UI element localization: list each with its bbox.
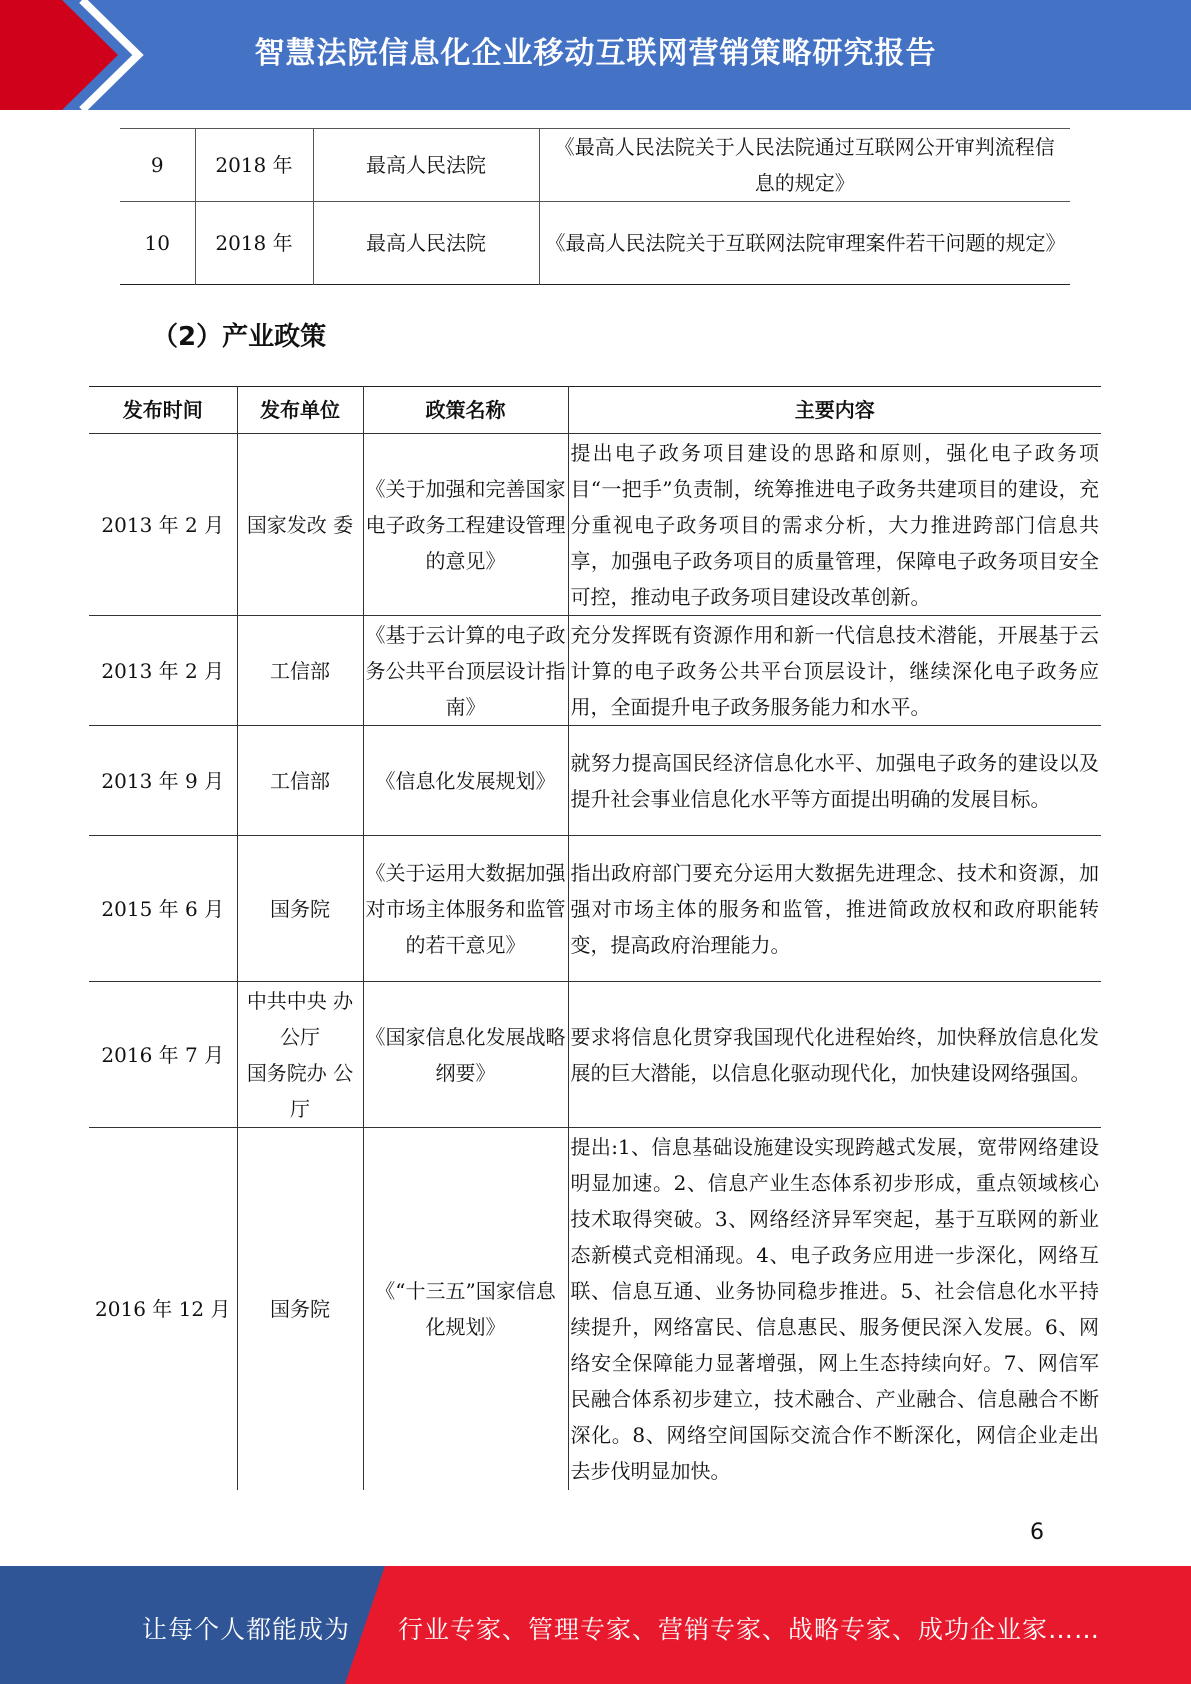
table-row — [120, 129, 1070, 202]
row-date: 2013 年 9 月 — [89, 726, 237, 836]
footer-slogan-left: 让每个人都能成为 — [142, 1615, 351, 1644]
row-number: 10 — [120, 202, 195, 285]
row-issuer: 最高人民法院 — [313, 129, 539, 202]
table-row — [89, 726, 1101, 836]
row-policy: 《关于运用大数据加强对市场主体服务和监管的若干意见》 — [363, 836, 568, 982]
row-title: 《最高人民法院关于互联网法院审理案件若干问题的规定》 — [539, 202, 1070, 285]
industry-policy-table — [89, 386, 1101, 1490]
row-policy: 《信息化发展规划》 — [363, 726, 568, 836]
section-heading: （2）产业政策 — [152, 322, 327, 352]
row-date: 2016 年 12 月 — [95, 1296, 231, 1321]
table-row — [89, 982, 1101, 1128]
column-header-date: 发布时间 — [89, 387, 237, 434]
row-content: 就努力提高国民经济信息化水平、加强电子政务的建设以及提升社会事业信息化水平等方面提出明确的发展目标。 — [568, 726, 1101, 836]
page-footer — [0, 1566, 1191, 1684]
row-date: 2016 年 7 月 — [89, 982, 237, 1128]
row-policy: 《国家信息化发展战略纲要》 — [363, 982, 568, 1128]
row-year: 2018 年 — [195, 202, 313, 285]
row-content: 要求将信息化贯穿我国现代化进程始终，加快释放信息化发展的巨大潜能，以信息化驱动现代化，加快建设网络强国。 — [568, 982, 1101, 1128]
row-content: 指出政府部门要充分运用大数据先进理念、技术和资源，加强对市场主体的服务和监管，推进简政放权和政府职能转变，提高政府治理能力。 — [568, 836, 1101, 982]
row-issuer: 国务院 — [237, 836, 363, 982]
table-row — [89, 616, 1101, 726]
row-policy: 《关于加强和完善国家电子政务工程建设管理的意见》 — [363, 434, 568, 616]
footer-slogan-right: 行业专家、管理专家、营销专家、战略专家、成功企业家…… — [398, 1615, 1101, 1644]
row-issuer — [237, 982, 363, 1128]
column-header-content: 主要内容 — [568, 387, 1101, 434]
row-issuer: 国务院 — [237, 1128, 363, 1490]
issuer-line: 国务院办 公厅 — [246, 1060, 354, 1121]
table-row — [89, 836, 1101, 982]
page-header — [0, 0, 1191, 111]
row-content: 充分发挥既有资源作用和新一代信息技术潜能，开展基于云计算的电子政务公共平台顶层设计，继续深化电子政务应用，全面提升电子政务服务能力和水平。 — [568, 616, 1101, 726]
table-row — [89, 434, 1101, 616]
row-year: 2018 年 — [195, 129, 313, 202]
report-title: 智慧法院信息化企业移动互联网营销策略研究报告 — [254, 36, 937, 71]
table-row — [89, 1128, 1101, 1490]
regulations-table — [120, 128, 1070, 285]
row-content: 提出电子政务项目建设的思路和原则，强化电子政务项目“一把手”负责制，统筹推进电子政务共建项目的建设，充分重视电子政务项目的需求分析，大力推进跨部门信息共享，加强电子政务项目的质量管理，保障电子政务项目安全可控，推动电子政务项目建设改革创新。 — [568, 434, 1101, 616]
row-date: 2013 年 2 月 — [89, 434, 237, 616]
row-policy: 《基于云计算的电子政务公共平台顶层设计指南》 — [363, 616, 568, 726]
row-issuer: 工信部 — [237, 726, 363, 836]
column-header-policy: 政策名称 — [363, 387, 568, 434]
row-number: 9 — [120, 129, 195, 202]
row-date: 2013 年 2 月 — [89, 616, 237, 726]
table-row — [120, 202, 1070, 285]
row-issuer: 工信部 — [237, 616, 363, 726]
row-content: 提出:1、信息基础设施建设实现跨越式发展，宽带网络建设明显加速。2、信息产业生态体系初步形成，重点领域核心技术取得突破。3、网络经济异军突起，基于互联网的新业态新模式竞相涌现。4、电子政务应用进一步深化，网络互联、信息互通、业务协同稳步推进。5、社会信息化水平持续提升，网络富民、信息惠民、服务便民深入发展。6、网络安全保障能力显著增强，网上生态持续向好。7、网信军民融合体系初步建立，技术融合、产业融合、信息融合不断深化。8、网络空间国际交流合作不断深化，网信企业走出去步伐明显加快。 — [568, 1128, 1101, 1490]
issuer-line: 中共中央 办公厅 — [246, 988, 354, 1049]
row-date: 2015 年 6 月 — [89, 836, 237, 982]
row-title: 《最高人民法院关于人民法院通过互联网公开审判流程信息的规定》 — [539, 129, 1070, 202]
column-header-issuer: 发布单位 — [237, 387, 363, 434]
row-issuer: 最高人民法院 — [313, 202, 539, 285]
row-issuer: 国家发改 委 — [237, 434, 363, 616]
page-number: 6 — [1030, 1520, 1044, 1545]
row-policy: 《“十三五”国家信息化规划》 — [363, 1128, 568, 1490]
table-header-row — [89, 387, 1101, 434]
